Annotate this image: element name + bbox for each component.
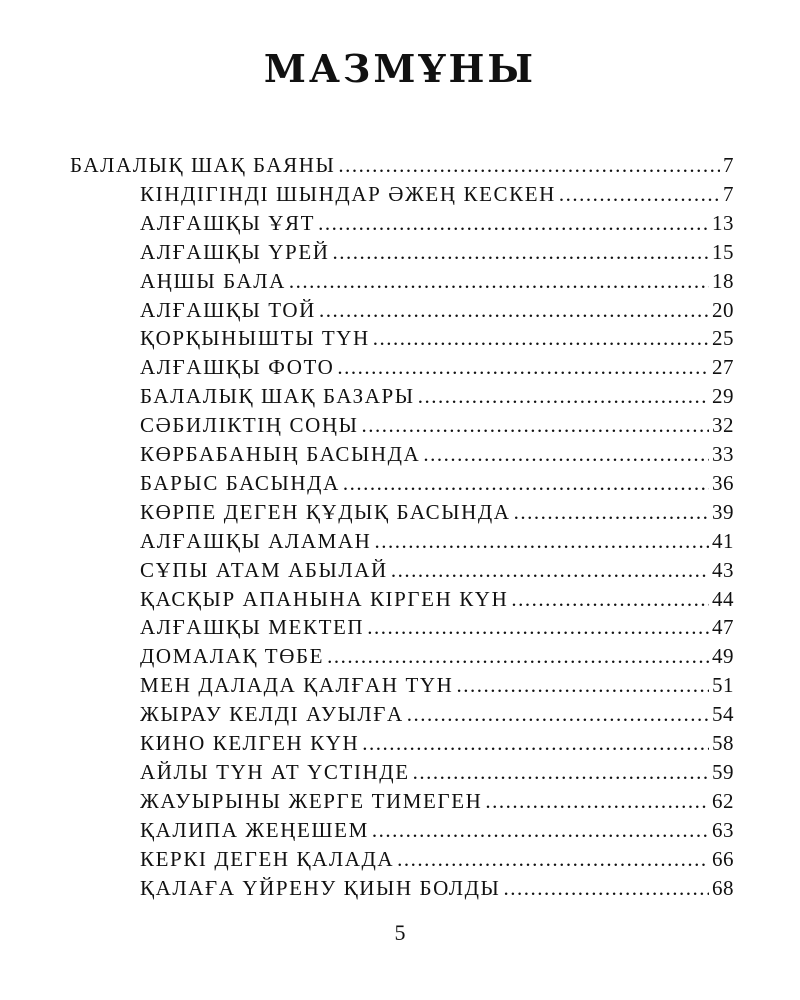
toc-entry-page: 27 [712, 355, 734, 380]
toc-entry-title: АЛҒАШҚЫ ФОТО [140, 355, 335, 380]
toc-entry [140, 673, 734, 701]
toc-entry [140, 760, 734, 788]
toc-entry [140, 384, 734, 412]
toc-entry-title: ҚОРҚЫНЫШТЫ ТҮН [140, 326, 370, 351]
toc-entry-page: 58 [712, 731, 734, 755]
toc-entry-page: 29 [712, 384, 734, 409]
toc-entry-page: 32 [712, 413, 734, 438]
toc-dot-leader [338, 153, 720, 178]
toc-entry-title: ДОМАЛАҚ ТӨБЕ [140, 644, 325, 669]
toc-dot-leader [514, 500, 709, 525]
toc-dot-leader [362, 413, 709, 438]
toc-entry-page: 47 [712, 615, 734, 640]
toc-entry-title: АЛҒАШҚЫ ҮРЕЙ [140, 239, 330, 264]
toc-dot-leader [511, 587, 709, 612]
toc-entry [140, 731, 734, 759]
toc-entry-page: 7 [723, 153, 734, 177]
toc-dot-leader [372, 818, 709, 843]
toc-entry-title: МЕН ДАЛАДА ҚАЛҒАН ТҮН [140, 673, 454, 698]
toc-entry [140, 326, 734, 354]
toc-entry-page: 49 [712, 644, 734, 669]
toc-entry-title: КИНО КЕЛГЕН КҮН [140, 731, 360, 755]
toc-dot-leader [318, 211, 709, 236]
toc-entry-title: КІНДІГІНДІ ШЫНДАР ӘЖЕҢ КЕСКЕН [140, 181, 556, 206]
toc-entry-page: 33 [712, 442, 734, 466]
toc-entry-title: ЖЫРАУ КЕЛДІ АУЫЛҒА [140, 702, 404, 727]
toc-entry-title: ҚАЛАҒА ҮЙРЕНУ ҚИЫН БОЛДЫ [140, 875, 501, 900]
toc-dot-leader [373, 326, 709, 351]
toc-entry [140, 558, 734, 586]
toc-dot-leader [362, 731, 709, 756]
toc-entry [70, 153, 734, 181]
toc-entry-page: 66 [712, 846, 734, 871]
toc-dot-leader [374, 529, 709, 554]
toc-entry-page: 54 [712, 702, 734, 727]
toc-entry-title: АЛҒАШҚЫ ҰЯТ [140, 210, 316, 235]
page-title: МАЗМҰНЫ [263, 46, 537, 91]
toc-entry-page: 18 [712, 268, 734, 293]
toc-entry-page: 59 [712, 759, 734, 784]
toc-entry [140, 298, 734, 326]
toc-entry-page: 41 [712, 528, 734, 553]
toc-entry [140, 876, 734, 904]
toc-dot-leader [319, 298, 709, 323]
toc-entry [140, 529, 734, 557]
toc-entry-page: 13 [712, 210, 734, 235]
toc-entry-page: 36 [712, 470, 734, 495]
toc-entry-title: БАЛАЛЫҚ ШАҚ БАЗАРЫ [140, 384, 415, 409]
toc-entry [140, 847, 734, 875]
page-number: 5 [394, 920, 406, 945]
toc-dot-leader [559, 182, 720, 207]
toc-dot-leader [456, 673, 709, 698]
toc-dot-leader [413, 760, 709, 785]
toc-entry-title: АЙЛЫ ТҮН АТ ҮСТІНДЕ [140, 759, 410, 784]
toc-entry-title: БАЛАЛЫҚ ШАҚ БАЯНЫ [70, 153, 336, 177]
toc-entry-title: СӘБИЛІКТІҢ СОҢЫ [140, 413, 359, 438]
toc-entry-page: 39 [712, 499, 734, 524]
toc-entry [140, 818, 734, 846]
toc-entry-page: 25 [712, 326, 734, 351]
toc-entry-page: 44 [712, 586, 734, 611]
toc-dot-leader [327, 644, 709, 669]
toc-entry-title: АЛҒАШҚЫ МЕКТЕП [140, 615, 365, 640]
toc-entry [140, 644, 734, 672]
toc-entry-page: 43 [712, 557, 734, 582]
toc-entry-page: 68 [712, 875, 734, 900]
toc-dot-leader [343, 471, 709, 496]
toc-dot-leader [503, 876, 709, 901]
toc-entry-page: 62 [712, 788, 734, 813]
toc-entry-title: КӨРПЕ ДЕГЕН ҚҰДЫҚ БАСЫНДА [140, 499, 511, 524]
toc-dot-leader [418, 384, 709, 409]
toc-entry [140, 471, 734, 499]
toc-entry-title: ҚАЛИПА ЖЕҢЕШЕМ [140, 817, 369, 842]
toc-entry-title: СҰПЫ АТАМ АБЫЛАЙ [140, 557, 388, 582]
toc-entry [140, 355, 734, 383]
toc-dot-leader [423, 442, 709, 467]
toc-entry-page: 7 [723, 181, 734, 206]
toc-dot-leader [333, 240, 709, 265]
toc-dot-leader [391, 558, 709, 583]
toc-entry [140, 615, 734, 643]
toc-entry-page: 63 [712, 817, 734, 842]
toc-dot-leader [407, 702, 709, 727]
toc-entry [140, 240, 734, 268]
toc-entry [140, 211, 734, 239]
toc-entry-title: БАРЫС БАСЫНДА [140, 470, 340, 495]
toc-dot-leader [337, 355, 709, 380]
toc-entry-title: АҢШЫ БАЛА [140, 268, 286, 293]
toc-entry [140, 789, 734, 817]
toc-entry [140, 587, 734, 615]
toc-dot-leader [367, 615, 709, 640]
toc-entry-title: КЕРКІ ДЕГЕН ҚАЛАДА [140, 846, 395, 871]
toc-entry-page: 15 [712, 239, 734, 264]
toc-entry [140, 413, 734, 441]
toc-entry-title: ЖАУЫРЫНЫ ЖЕРГЕ ТИМЕГЕН [140, 788, 483, 813]
toc-dot-leader [485, 789, 709, 814]
toc-dot-leader [397, 847, 709, 872]
toc-entry-title: ҚАСҚЫР АПАНЫНА КІРГЕН КҮН [140, 586, 509, 611]
toc-entry [140, 702, 734, 730]
toc-entry-page: 51 [712, 673, 734, 698]
toc-entry-title: КӨРБАБАНЫҢ БАСЫНДА [140, 442, 421, 466]
toc-entry-page: 20 [712, 297, 734, 322]
toc-entry-title: АЛҒАШҚЫ ТОЙ [140, 297, 316, 322]
toc-entry [140, 442, 734, 470]
toc-entry [140, 269, 734, 297]
toc-entry-title: АЛҒАШҚЫ АЛАМАН [140, 528, 372, 553]
toc-dot-leader [289, 269, 709, 294]
toc-entry [140, 500, 734, 528]
toc-entry [140, 182, 734, 210]
